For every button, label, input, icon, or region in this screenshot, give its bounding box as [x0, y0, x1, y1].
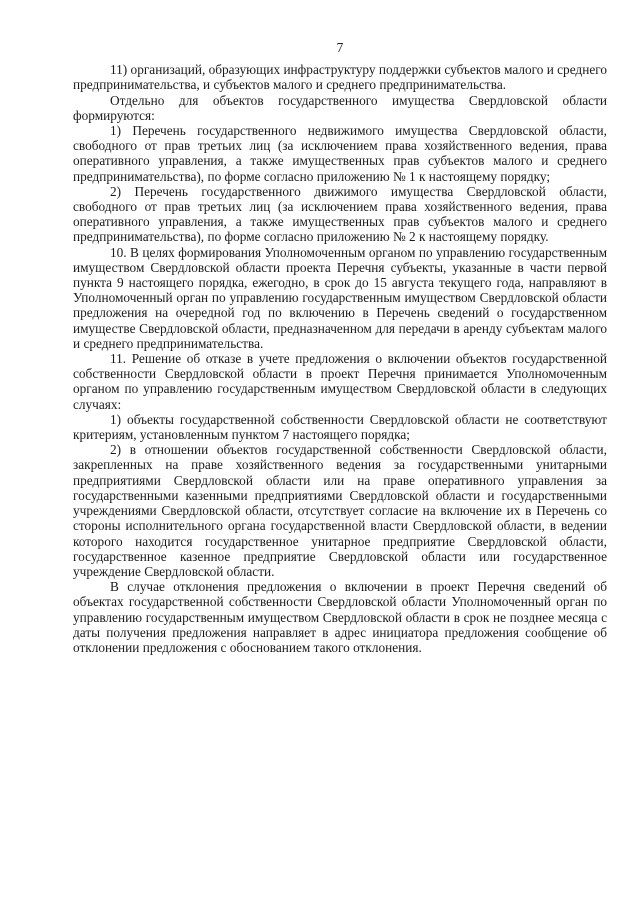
paragraph: 11) организаций, образующих инфраструктуру поддержки субъектов малого и среднего предпринимательства, и субъектов малого и среднего предпринимательства. — [73, 62, 607, 93]
paragraph: 1) объекты государственной собственности Свердловской области не соответствуют критериям, установленным пунктом 7 настоящего порядка; — [73, 411, 607, 443]
paragraph: 2) в отношении объектов государственной собственности Свердловской области, закрепленных на праве хозяйственного ведения за государственными унитарными предприятиями Свердловской области или на праве оперативного управления за государственными казенными предприятиями Свердловской области и государственными учреждениями Свердловской области, отсутствует согласие на включение их в Перечень со стороны исполнительного органа государственной власти Свердловской области, в ведении которого находится государственное унитарное предприятие Свердловской области, государственное казенное предприятие Свердловской области или государственное учреждение Свердловской области. — [73, 442, 607, 579]
paragraph: 1) Перечень государственного недвижимого имущества Свердловской области, свободного от прав третьих лиц (за исключением права хозяйственного ведения, права оперативного управления, а также имущественных прав субъектов малого и среднего предпринимательства), по форме согласно приложению № 1 к настоящему порядку; — [73, 123, 607, 184]
paragraph: 2) Перечень государственного движимого имущества Свердловской области, свободного от прав третьих лиц (за исключением права хозяйственного ведения, права оперативного управления, а также имущественных прав субъектов малого и среднего предпринимательства), по форме согласно приложению № 2 к настоящему порядку. — [73, 183, 607, 245]
paragraph: В случае отклонения предложения о включении в проект Перечня сведений об объектах государственной собственности Свердловской области Уполномоченный орган по управлению государственным имуществом Свердловской области в срок не позднее месяца с даты получения предложения направляет в адрес инициатора предложения сообщение об отклонении предложения с обоснованием такого отклонения. — [73, 579, 607, 655]
paragraph: Отдельно для объектов государственного имущества Свердловской области формируются: — [73, 92, 607, 123]
paragraph: 10. В целях формирования Уполномоченным органом по управлению государственным имуществом Свердловской области проекта Перечня субъекты, указанные в части первой пункта 9 настоящего порядка, ежегодно, в срок до 15 августа текущего года, направляют в Уполномоченный орган по управлению государственным имуществом Свердловской области предложения на очередной год по включению в Перечень сведений о государственном имуществе Свердловской области, предназначенном для передачи в аренду субъектам малого и среднего предпринимательства. — [73, 244, 607, 351]
paragraph: 11. Решение об отказе в учете предложения о включении объектов государственной собственности Свердловской области в проект Перечня принимается Уполномоченным органом по управлению государственным имуществом Свердловской области в следующих случаях: — [73, 351, 607, 412]
page-number: 7 — [336, 40, 344, 55]
document-page — [73, 40, 607, 655]
